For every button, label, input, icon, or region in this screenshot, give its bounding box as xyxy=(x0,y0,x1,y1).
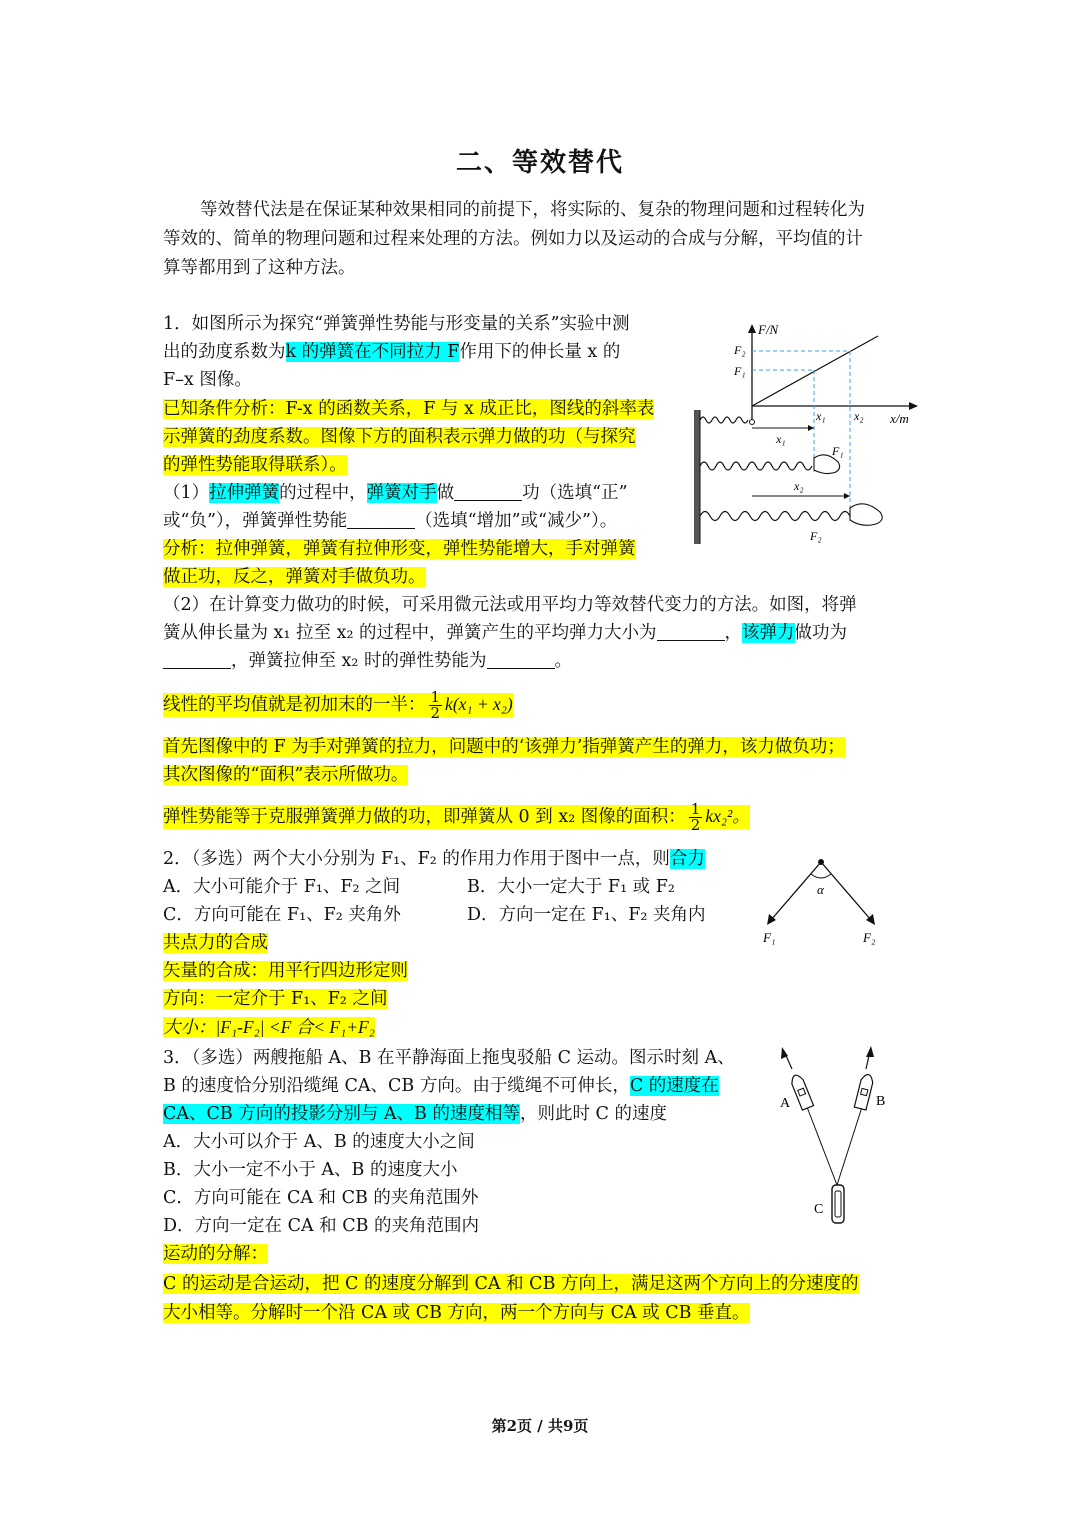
q2-analysis-2-text: 矢量的合成：用平行四边形定则 xyxy=(163,961,408,981)
q2-analysis-1 xyxy=(163,929,268,957)
q3-option-c: C．方向可能在 CA 和 CB 的夹角范围外 xyxy=(163,1188,479,1208)
frac-den: 2 xyxy=(430,704,441,722)
q1-answer-d2-text: 其次图像的“面积”表示所做功。 xyxy=(163,765,409,785)
q1-analysis-b1 xyxy=(163,535,636,563)
q1-analysis-1-text: 已知条件分析：F-x 的函数关系，F 与 x 成正比，图线的斜率表 xyxy=(163,399,655,419)
q1-sub2-line-3 xyxy=(163,647,572,675)
q1-sub1-prefix: （1） xyxy=(163,483,210,503)
label-b: B xyxy=(876,1094,886,1109)
q2-option-b: B．大小一定大于 F₁ 或 F₂ xyxy=(467,877,675,897)
label-x2-axis: x₂ xyxy=(854,409,864,423)
q1-line-2-end: 作用下的伸长量 x 的 xyxy=(459,342,621,362)
page-footer: 第2页 / 共9页 xyxy=(491,1417,589,1435)
q3-line-1: 3．（多选）两艘拖船 A、B 在平静海面上拖曳驳船 C 运动。图示时刻 A、 xyxy=(163,1048,735,1068)
answer-blank xyxy=(454,482,522,501)
q3-analysis-1-text: 运动的分解： xyxy=(163,1244,268,1264)
q1-analysis-b2-text: 做正功，反之，弹簧对手做负功。 xyxy=(163,567,426,587)
q1-sub2-line-1: （2）在计算变力做功的时候，可采用微元法或用平均力等效替代变力的方法。如图，将弹 xyxy=(163,595,857,615)
q1-analysis-b2 xyxy=(163,563,426,591)
q1-sub1-line-1 xyxy=(163,479,628,507)
intro-line-3: 算等都用到了这种方法。 xyxy=(163,258,356,278)
q1-sub1-mid1: 的过程中， xyxy=(279,483,367,503)
q1-sub2-l2c: 做功为 xyxy=(794,623,848,643)
intro-line-2: 等效的、简单的物理问题和过程来处理的方法。例如力以及运动的合成与分解，平均值的计 xyxy=(163,229,863,249)
q2-option-c: C．方向可能在 F₁、F₂ 夹角外 xyxy=(163,905,401,925)
q1-analysis-3 xyxy=(163,451,347,479)
q1-sub2-l3a: ，弹簧拉伸至 x₂ 时的弹性势能为 xyxy=(231,651,487,671)
label-a: A xyxy=(780,1096,791,1111)
q3-analysis-3-text: 大小相等。分解时一个沿 CA 或 CB 方向，两一个方向与 CA 或 CB 垂直。 xyxy=(163,1303,750,1323)
label-f1-hand: F₁ xyxy=(832,444,844,458)
answer-blank xyxy=(347,510,415,529)
q1-answer-e1-formula: kx₂²。 xyxy=(705,806,750,826)
hand-icon xyxy=(850,504,882,526)
q1-sub1-mid2: 做 xyxy=(436,483,455,503)
q1-sub2-l3b: 。 xyxy=(554,651,573,671)
q1-sub1-l2a: 或“负”），弹簧弹性势能 xyxy=(163,511,348,531)
q1-sub1-l2b: （选填“增加”或“减少”）。 xyxy=(415,511,618,531)
q1-answer-c1 xyxy=(163,686,513,723)
highlight-projection: CA、CB 方向的投影分别与 A、B 的速度相等 xyxy=(163,1104,520,1124)
label-x2: x₂ xyxy=(794,479,804,493)
q3-analysis-2 xyxy=(163,1270,859,1298)
tugboat-figure xyxy=(770,1045,900,1235)
spring-fx-figure xyxy=(690,318,930,550)
q1-analysis-1 xyxy=(163,395,654,423)
label-x1: x₁ xyxy=(776,432,786,446)
intro-line-1: 等效替代法是在保证某种效果相同的前提下，将实际的、复杂的物理问题和过程转化为 xyxy=(200,200,865,220)
f1-label: F₁ xyxy=(763,930,776,945)
axis-x-label: x/m xyxy=(890,411,909,426)
q1-analysis-2-text: 示弹簧的劲度系数。图像下方的面积表示弹力做的功（与探究 xyxy=(163,427,636,447)
q1-line-1: 1．如图所示为探究“弹簧弹性势能与形变量的关系”实验中测 xyxy=(163,314,630,334)
q3-option-a: A．大小可以介于 A、B 的速度大小之间 xyxy=(163,1132,475,1152)
alpha-label: α xyxy=(817,882,824,897)
answer-blank xyxy=(657,622,725,641)
q3-analysis-3 xyxy=(163,1299,750,1327)
q1-sub1-line-2 xyxy=(163,507,617,535)
q3-analysis-1 xyxy=(163,1240,268,1268)
q2-line-1 xyxy=(163,845,705,873)
boat-a xyxy=(789,1073,813,1110)
q1-answer-d2 xyxy=(163,761,408,789)
highlight-stretch-spring: 拉伸弹簧 xyxy=(209,483,280,503)
q3-option-d: D．方向一定在 CA 和 CB 的夹角范围内 xyxy=(163,1216,480,1236)
boat-b xyxy=(854,1073,874,1110)
q2-analysis-4 xyxy=(163,1013,375,1042)
label-f1: F₁ xyxy=(734,364,746,378)
highlight-resultant: 合力 xyxy=(669,849,705,869)
answer-blank xyxy=(163,650,231,669)
q3-analysis-2-text: C 的运动是合运动，把 C 的速度分解到 CA 和 CB 方向上，满足这两个方向上的分速度的 xyxy=(163,1274,859,1294)
frac-den: 2 xyxy=(690,816,701,834)
q1-line-2-text: 出的劲度系数为 xyxy=(163,342,286,362)
q1-sub2-l2b: ， xyxy=(724,623,743,643)
label-c: C xyxy=(814,1202,824,1217)
q3-line-2 xyxy=(163,1072,719,1100)
q1-line-3: F–x 图像。 xyxy=(163,370,252,390)
frac-num: 1 xyxy=(430,688,441,706)
q1-sub2-l2a: 簧从伸长量为 x₁ 拉至 x₂ 的过程中，弹簧产生的平均弹力大小为 xyxy=(163,623,657,643)
q1-analysis-2 xyxy=(163,423,636,451)
q1-line-2 xyxy=(163,338,620,366)
q1-answer-c1-formula: k(x₁ + x₂) xyxy=(445,694,513,714)
axis-y-label: F/N xyxy=(758,322,779,337)
q2-analysis-2 xyxy=(163,957,408,985)
highlight-k-spring: k 的弹簧在不同拉力 F xyxy=(285,342,460,362)
q2-analysis-4-text: 大小：|F₁-F₂| <F 合< F₁+F₂ xyxy=(163,1017,375,1037)
q2-option-a: A．大小可能介于 F₁、F₂ 之间 xyxy=(163,877,401,897)
frac-num: 1 xyxy=(690,800,701,818)
force-vector-figure xyxy=(755,850,885,950)
q1-answer-d1 xyxy=(163,733,845,761)
q1-answer-c1-text: 线性的平均值就是初加末的一半： xyxy=(163,695,426,715)
label-x1-axis: x₁ xyxy=(816,409,826,423)
q1-answer-e1-highlight xyxy=(163,800,750,834)
q2-analysis-3-text: 方向：一定介于 F₁、F₂ 之间 xyxy=(163,989,388,1009)
q1-answer-e1-text: 弹性势能等于克服弹簧弹力做的功，即弹簧从 0 到 x₂ 图像的面积： xyxy=(163,807,686,827)
q1-answer-e1 xyxy=(163,798,750,835)
q1-sub1-end: 功（选填“正” xyxy=(522,483,628,503)
highlight-spring-on-hand: 弹簧对手 xyxy=(366,483,437,503)
fraction-half xyxy=(689,802,703,833)
fraction-half xyxy=(429,690,443,721)
label-f2: F₂ xyxy=(734,343,746,357)
q1-answer-c1-highlight xyxy=(163,688,513,722)
q3-line-3 xyxy=(163,1100,667,1128)
q1-analysis-b1-text: 分析：拉伸弹簧，弹簧有拉伸形变，弹性势能增大，手对弹簧 xyxy=(163,539,636,559)
q1-sub2-line-2 xyxy=(163,619,847,647)
q2-option-d: D．方向一定在 F₁、F₂ 夹角内 xyxy=(467,905,706,925)
label-f2-hand: F₂ xyxy=(810,529,822,543)
answer-blank xyxy=(487,650,555,669)
q3-line-3-text: ，则此时 C 的速度 xyxy=(519,1104,667,1124)
q2-analysis-1-text: 共点力的合成 xyxy=(163,933,268,953)
q3-option-b: B．大小一定不小于 A、B 的速度大小 xyxy=(163,1160,458,1180)
q1-analysis-3-text: 的弹性势能取得联系）。 xyxy=(163,455,347,475)
highlight-c-velocity: C 的速度在 xyxy=(629,1076,719,1096)
q3-line-2-text: B 的速度恰分别沿缆绳 CA、CB 方向。由于缆绳不可伸长， xyxy=(163,1076,630,1096)
q2-analysis-3 xyxy=(163,985,387,1013)
page-title: 二、等效替代 xyxy=(455,148,624,178)
q1-answer-d1-text: 首先图像中的 F 为手对弹簧的拉力，问题中的‘该弹力’指弹簧产生的弹力，该力做负功； xyxy=(163,737,845,757)
q2-line-1-text: 2．（多选）两个大小分别为 F₁、F₂ 的作用力作用于图中一点，则 xyxy=(163,849,670,869)
highlight-this-force: 该弹力 xyxy=(742,623,795,643)
f2-label: F₂ xyxy=(863,930,876,945)
